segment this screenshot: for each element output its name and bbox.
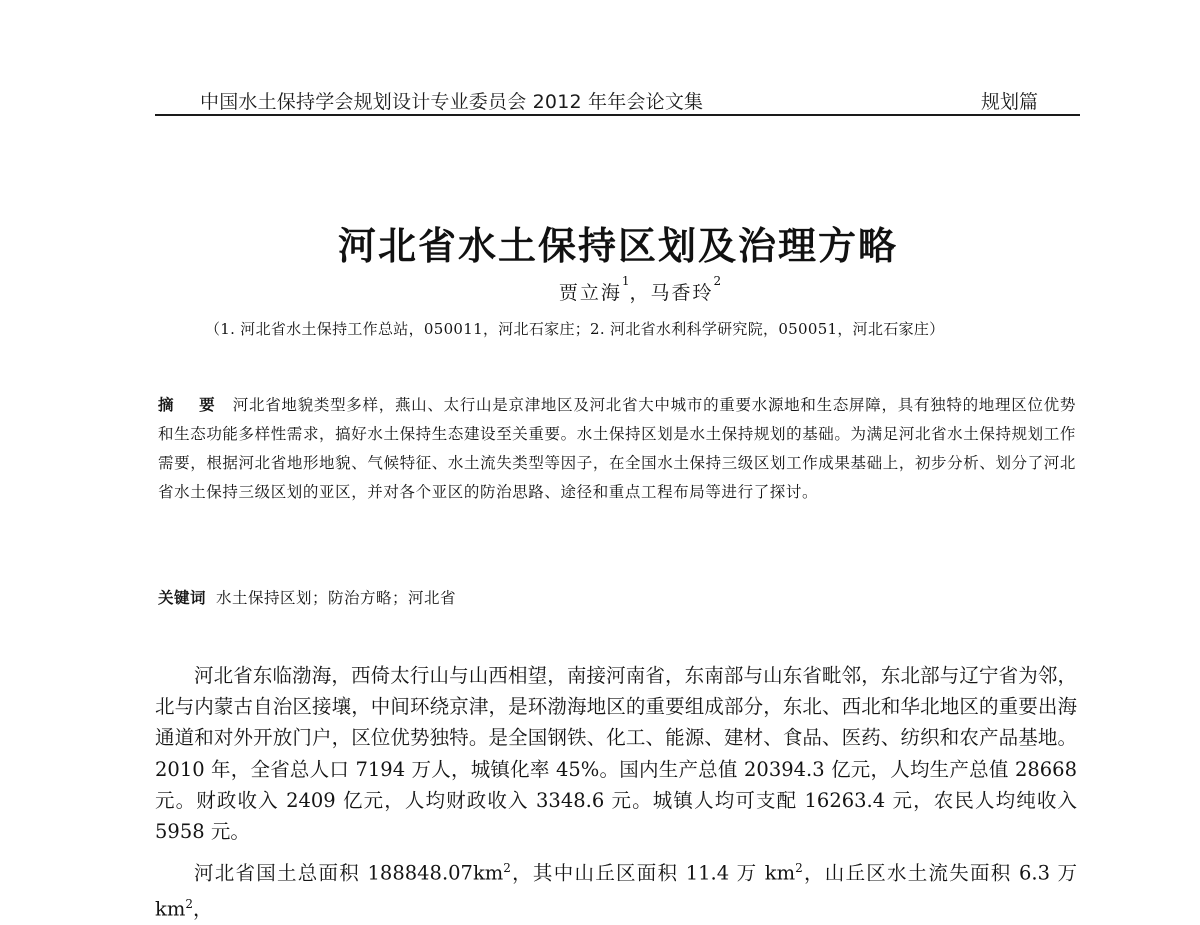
abstract-label: 摘 要	[158, 395, 225, 414]
keywords-text: 水土保持区划；防治方略；河北省	[216, 589, 457, 607]
author-affil-mark: 1	[621, 274, 630, 288]
abstract-block	[158, 390, 1076, 507]
author-name: 马香玲	[650, 282, 714, 304]
paper-title: 河北省水土保持区划及治理方略	[337, 224, 898, 268]
superscript: 2	[795, 861, 803, 876]
superscript: 2	[503, 861, 511, 876]
text-run: 河北省国土总面积 188848.07km	[194, 861, 504, 885]
body-paragraph: 河北省东临渤海，西倚太行山与山西相望，南接河南省，东南部与山东省毗邻，东北部与辽宁省为邻，北与内蒙古自治区接壤，中间环绕京津，是环渤海地区的重要组成部分，东北、西北和华北地区的重要出海通道和对外开放门户，区位优势独特。是全国钢铁、化工、能源、建材、食品、医药、纺织和农产品基地。2010 年，全省总人口 7194 万人，城镇化率 45%。国内生产总值 20394.3 亿元，人均生产总值 28668 元。财政收入 2409 亿元，人均财政收入 3348.6 元。城镇人均可支配 16263.4 元，农民人均纯收入 5958 元。	[155, 664, 1077, 844]
proceedings-title: 中国水土保持学会规划设计专业委员会 2012 年年会论文集	[200, 91, 704, 113]
text-run: ，	[192, 897, 213, 921]
affiliations: （1. 河北省水土保持工作总站，050011，河北石家庄；2. 河北省水利科学研究院，050051，河北石家庄）	[205, 320, 945, 338]
running-header	[155, 84, 1080, 116]
body-text	[155, 660, 1077, 925]
superscript: 2	[185, 896, 193, 911]
abstract-text: 河北省地貌类型多样，燕山、太行山是京津地区及河北省大中城市的重要水源地和生态屏障，具有独特的地理区位优势和生态功能多样性需求，搞好水土保持生态建设至关重要。水土保持区划是水土保持规划的基础。为满足河北省水土保持规划工作需要，根据河北省地形地貌、气候特征、水土流失类型等因子，在全国水土保持三级区划工作成果基础上，初步分析、划分了河北省水土保持三级区划的亚区，并对各个亚区的防治思路、途径和重点工程布局等进行了探讨。	[158, 396, 1076, 501]
section-label: 规划篇	[980, 91, 1038, 113]
keywords-label: 关键词	[158, 588, 207, 607]
author-separator: ，	[629, 282, 651, 304]
author-affil-mark: 2	[713, 274, 722, 288]
text-run: ，其中山丘区面积 11.4 万 km	[510, 861, 796, 885]
author-name: 贾立海	[558, 282, 622, 304]
body-paragraph	[155, 853, 1077, 924]
author-line	[0, 274, 1200, 305]
keywords-line	[158, 586, 456, 608]
text-run: ，山丘区水土流失面积 6.3 万 km	[155, 861, 1077, 921]
